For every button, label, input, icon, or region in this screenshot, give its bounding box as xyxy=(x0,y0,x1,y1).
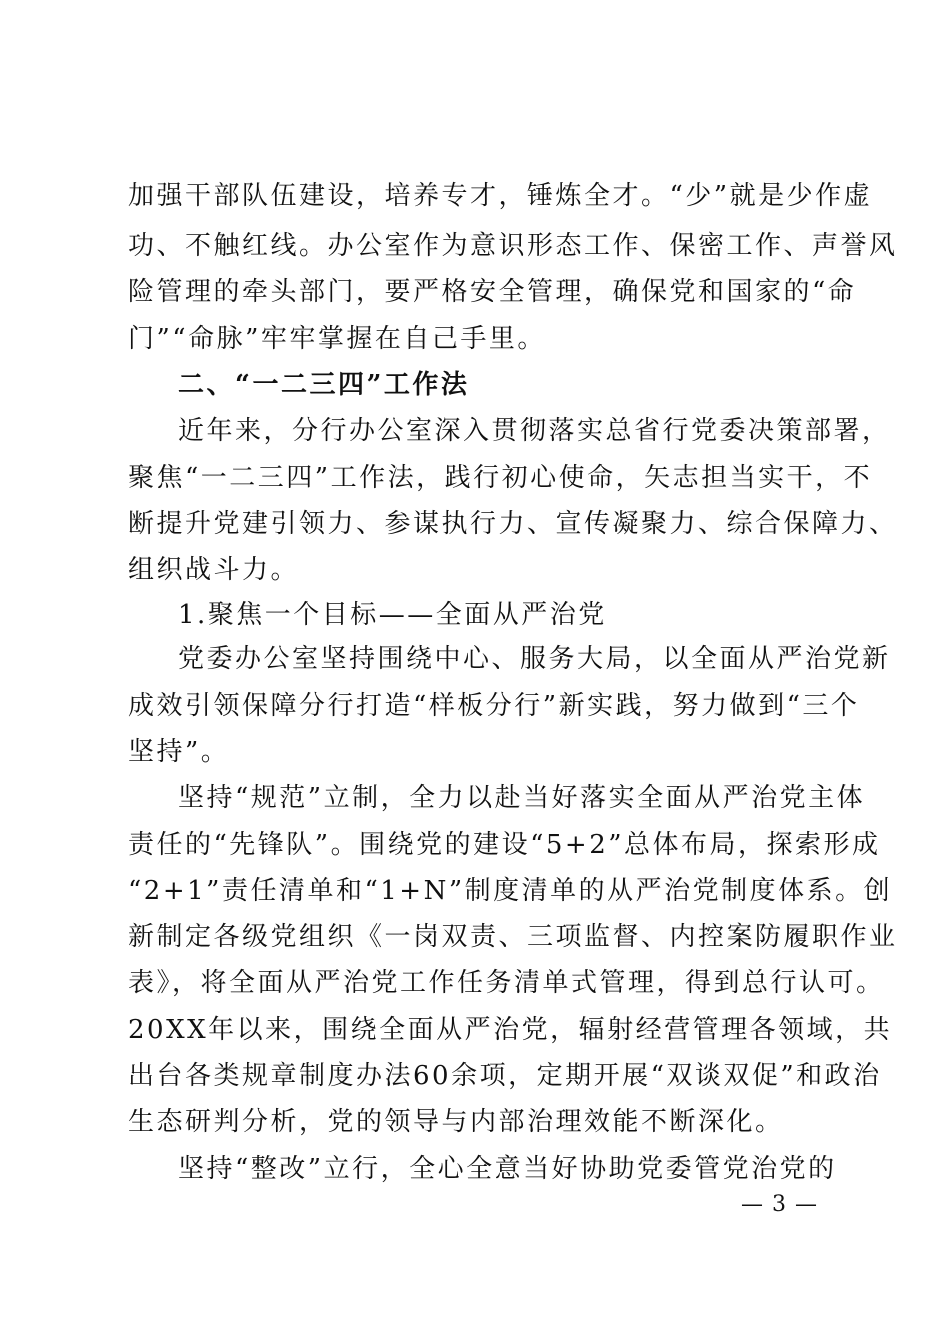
body-text-line: 表》，将全面从严治党工作任务清单式管理，得到总行认可。 xyxy=(128,968,885,998)
body-text-line: 成效引领保障分行打造“样板分行”新实践，努力做到“三个 xyxy=(128,691,860,721)
body-text-line: 门”“命脉”牢牢掌握在自己手里。 xyxy=(128,324,546,354)
body-text-line: 近年来，分行办公室深入贯彻落实总省行党委决策部署， xyxy=(178,416,891,446)
body-text-line: 责任的“先锋队”。围绕党的建设“5+2”总体布局，探索形成 xyxy=(128,830,881,860)
body-text-line: 功、不触红线。办公室作为意识形态工作、保密工作、声誉风 xyxy=(128,231,898,261)
body-text-line: 加强干部队伍建设，培养专才，锤炼全才。“少”就是少作虚 xyxy=(128,181,873,211)
body-text-line: “2+1”责任清单和“1+N”制度清单的从严治党制度体系。创 xyxy=(128,876,893,906)
body-text-line: 生态研判分析，党的领导与内部治理效能不断深化。 xyxy=(128,1107,784,1137)
body-text-line: 党委办公室坚持围绕中心、服务大局，以全面从严治党新 xyxy=(178,644,891,674)
body-text-line: 坚持”。 xyxy=(128,737,230,767)
body-text-line: 出台各类规章制度办法60余项，定期开展“双谈双促”和政治 xyxy=(128,1061,882,1091)
subsection-heading: 1.聚焦一个目标——全面从严治党 xyxy=(178,600,607,630)
body-text-line: 坚持“整改”立行，全心全意当好协助党委管党治党的 xyxy=(178,1154,837,1184)
body-text-line: 断提升党建引领力、参谋执行力、宣传凝聚力、综合保障力、 xyxy=(128,509,898,539)
body-text-line: 聚焦“一二三四”工作法，践行初心使命，矢志担当实干，不 xyxy=(128,463,873,493)
body-text-line: 险管理的牵头部门，要严格安全管理，确保党和国家的“命 xyxy=(128,277,857,307)
body-text-line: 组织战斗力。 xyxy=(128,555,300,585)
page-number: — 3 — xyxy=(741,1192,818,1217)
section-heading: 二、“一二三四”工作法 xyxy=(178,370,470,400)
body-text-line: 坚持“规范”立制，全力以赴当好落实全面从严治党主体 xyxy=(178,783,866,813)
body-text-line: 20XX年以来，围绕全面从严治党，辐射经营管理各领域，共 xyxy=(128,1015,893,1045)
body-text-line: 新制定各级党组织《一岗双责、三项监督、内控案防履职作业 xyxy=(128,922,898,952)
